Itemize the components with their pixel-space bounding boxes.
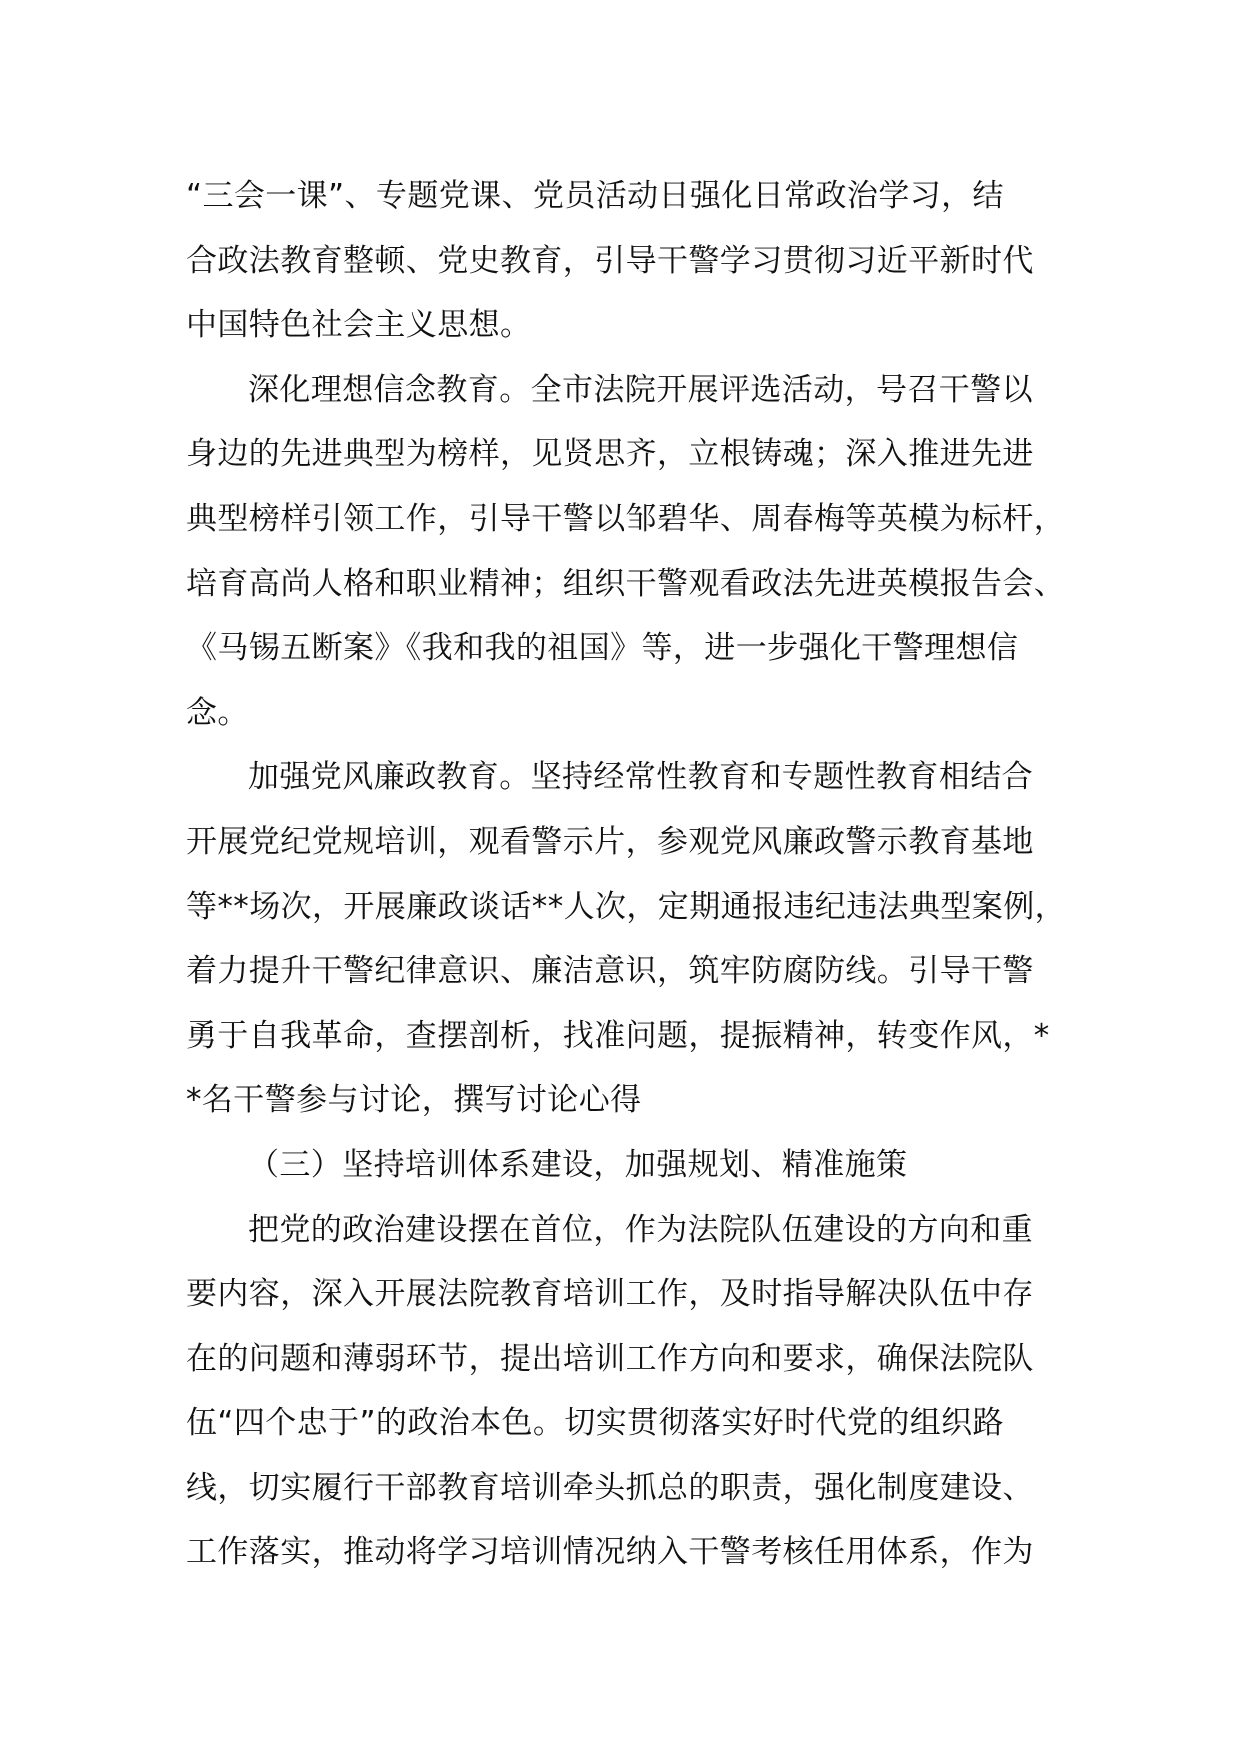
text-line: 典型榜样引领工作，引导干警以邹碧华、周春梅等英模为标杆， bbox=[186, 500, 1066, 537]
text-line: 勇于自我革命，查摆剖析，找准问题，提振精神，转变作风，* bbox=[186, 1017, 1050, 1054]
text-line: 身边的先进典型为榜样，见贤思齐，立根铸魂；深入推进先进 bbox=[186, 436, 1034, 473]
text-line: 要内容，深入开展法院教育培训工作，及时指导解决队伍中存 bbox=[186, 1276, 1034, 1313]
text-line: 中国特色社会主义思想。 bbox=[186, 307, 532, 344]
paragraph-first-line: 加强党风廉政教育。坚持经常性教育和专题性教育相结合 bbox=[248, 759, 1033, 796]
text-line: 念。 bbox=[186, 694, 249, 731]
text-line: 着力提升干警纪律意识、廉洁意识，筑牢防腐防线。引导干警 bbox=[186, 953, 1034, 990]
paragraph-first-line: 把党的政治建设摆在首位，作为法院队伍建设的方向和重 bbox=[248, 1211, 1033, 1248]
section-heading: （三）坚持培训体系建设，加强规划、精准施策 bbox=[248, 1146, 908, 1183]
text-line: 《马锡五断案》《我和我的祖国》等，进一步强化干警理想信 bbox=[186, 630, 1019, 667]
text-line: 在的问题和薄弱环节，提出培训工作方向和要求，确保法院队 bbox=[186, 1340, 1034, 1377]
text-line: 工作落实，推动将学习培训情况纳入干警考核任用体系，作为 bbox=[186, 1534, 1034, 1571]
text-line: 伍“四个忠于”的政治本色。切实贯彻落实好时代党的组织路 bbox=[186, 1405, 1004, 1442]
text-line: 等**场次，开展廉政谈话**人次，定期通报违纪违法典型案例， bbox=[186, 888, 1066, 925]
text-line: 开展党纪党规培训，观看警示片，参观党风廉政警示教育基地 bbox=[186, 823, 1034, 860]
text-line: 线，切实履行干部教育培训牵头抓总的职责，强化制度建设、 bbox=[186, 1469, 1034, 1506]
text-line: *名干警参与讨论，撰写讨论心得 bbox=[186, 1082, 642, 1119]
text-line: 合政法教育整顿、党史教育，引导干警学习贯彻习近平新时代 bbox=[186, 242, 1034, 279]
text-line: 培育高尚人格和职业精神；组织干警观看政法先进英模报告会、 bbox=[186, 565, 1066, 602]
paragraph-first-line: 深化理想信念教育。全市法院开展评选活动，号召干警以 bbox=[248, 371, 1033, 408]
text-line: “三会一课”、专题党课、党员活动日强化日常政治学习，结 bbox=[186, 178, 1004, 214]
document-body bbox=[186, 164, 1086, 1585]
